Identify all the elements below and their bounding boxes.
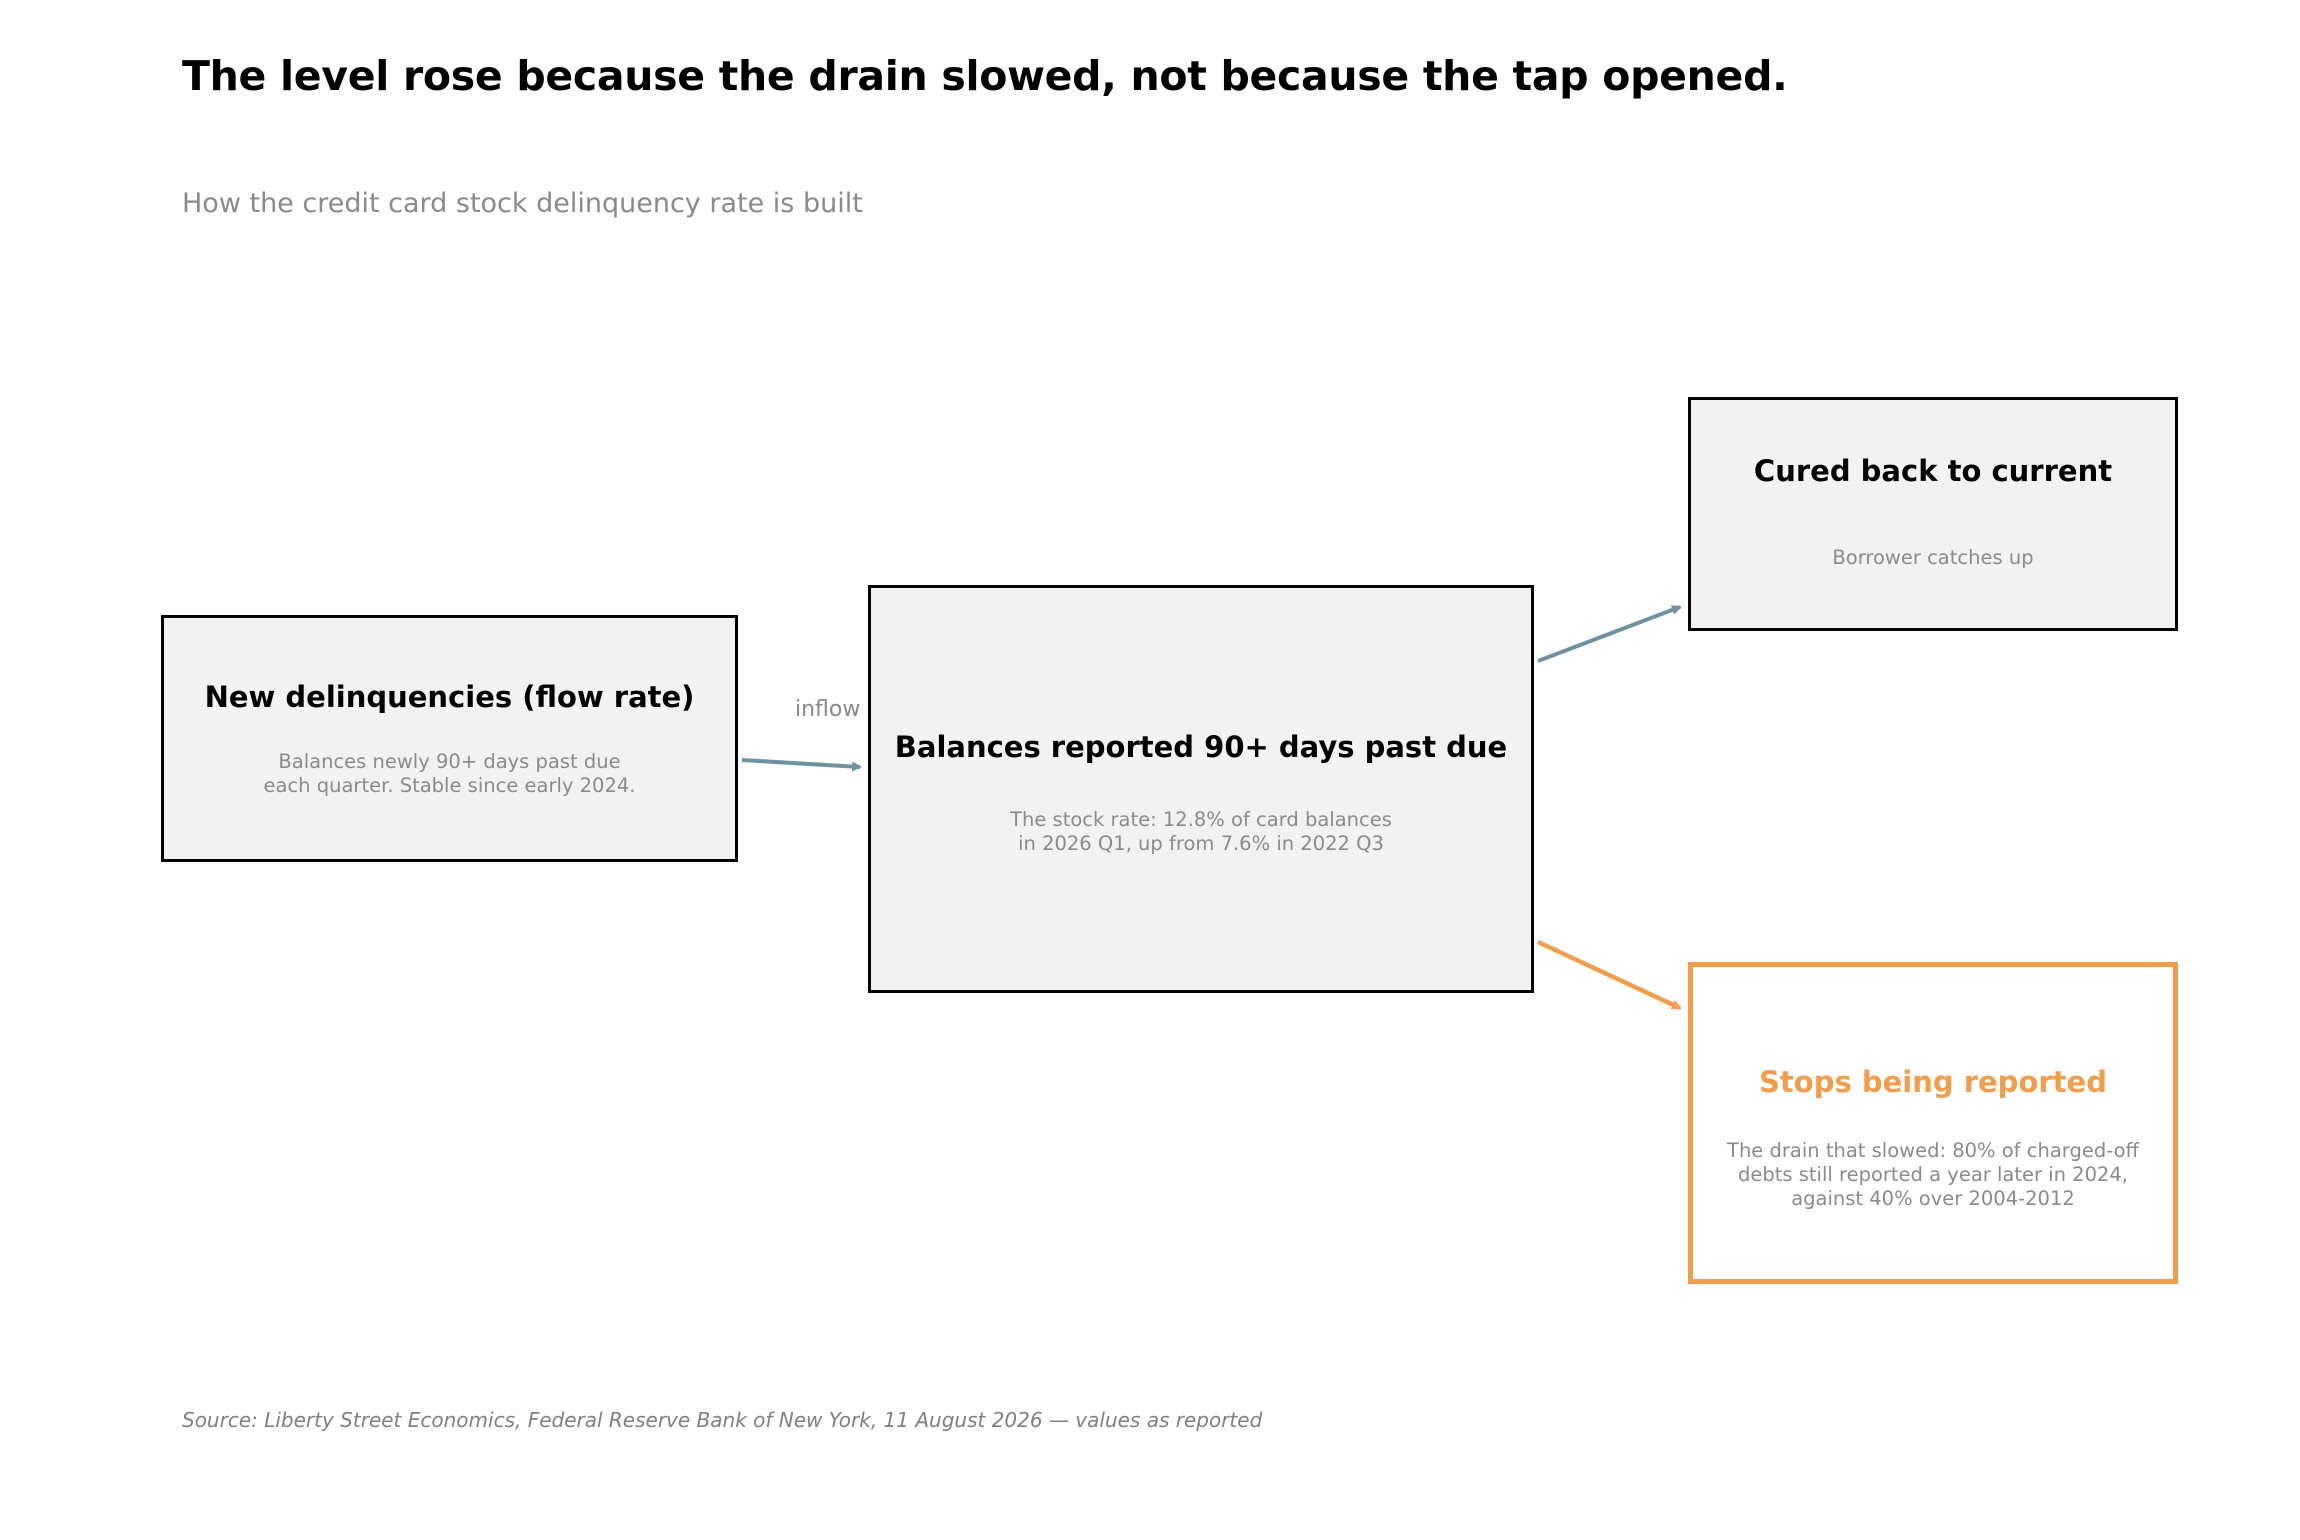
source-note: Source: Liberty Street Economics, Federal Reserve Bank of New York, 11 August 2026 — values as reported <box>182 1408 1263 1432</box>
node-description: Balances newly 90+ days past due each quarter. Stable since early 2024. <box>263 750 636 797</box>
node-new-delinquencies <box>161 615 738 862</box>
arrow-to-cured <box>1538 607 1680 661</box>
edge-label-inflow: inflow <box>795 697 861 722</box>
node-description: Borrower catches up <box>1832 546 2034 569</box>
node-title: Stops being reported <box>1759 1065 2107 1099</box>
page-title: The level rose because the drain slowed, not because the tap opened. <box>182 52 1788 100</box>
node-title: Balances reported 90+ days past due <box>894 730 1508 764</box>
arrow-inflow <box>742 760 860 767</box>
node-balances-90-plus <box>868 585 1534 993</box>
node-cured <box>1688 397 2178 631</box>
node-description: The drain that slowed: 80% of charged-off debts still reported a year later in 2024, against 40% over 2004-2012 <box>1727 1139 2139 1210</box>
node-title: New delinquencies (flow rate) <box>204 680 695 714</box>
node-description: The stock rate: 12.8% of card balances in 2026 Q1, up from 7.6% in 2022 Q3 <box>1010 808 1392 855</box>
arrow-to-stops <box>1538 942 1680 1008</box>
page-subtitle: How the credit card stock delinquency rate is built <box>182 188 863 219</box>
node-stops-being-reported <box>1688 962 2178 1284</box>
node-title: Cured back to current <box>1753 454 2113 488</box>
